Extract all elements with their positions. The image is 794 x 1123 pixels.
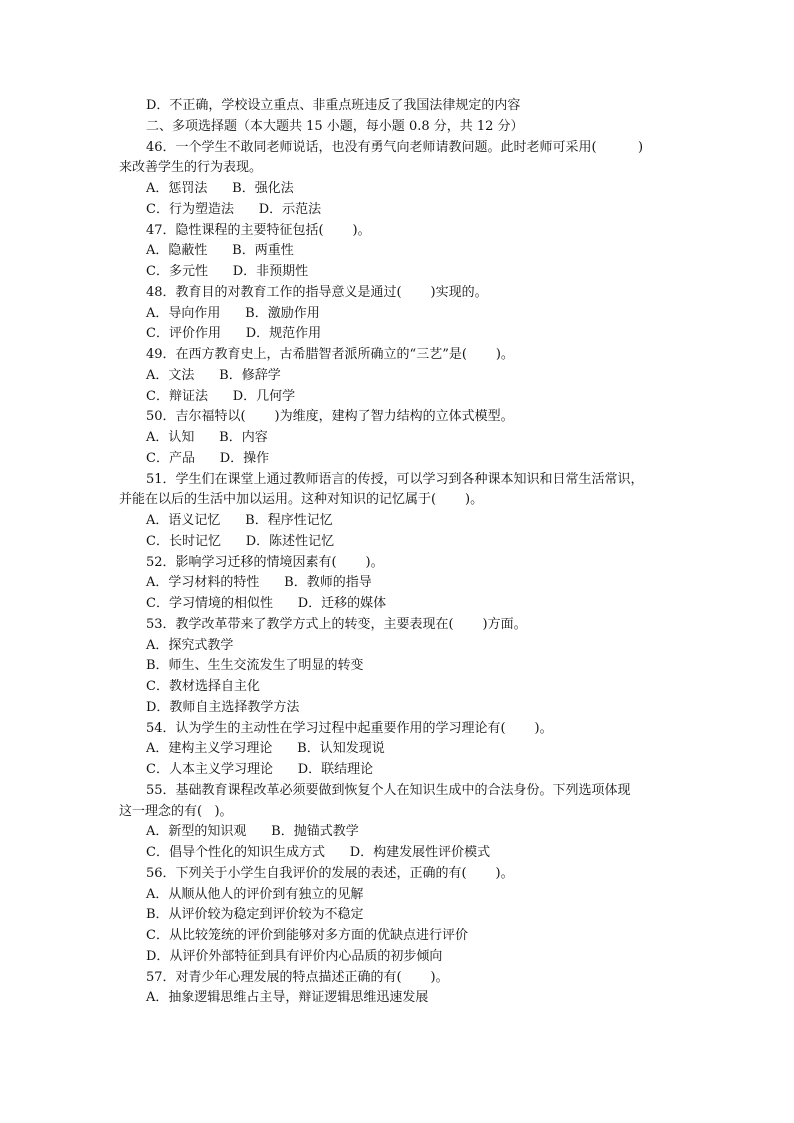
text-line: A．从顺从他人的评价到有独立的见解 bbox=[146, 886, 364, 902]
text-line: A．导向作用 B．激励作用 bbox=[146, 305, 320, 321]
text-line: C．产品 D．操作 bbox=[146, 450, 270, 466]
text-line: B．师生、生生交流发生了明显的转变 bbox=[146, 658, 364, 674]
text-line: 48．教育目的对教育工作的指导意义是通过( )实现的。 bbox=[146, 284, 488, 300]
text-line: C．教材选择自主化 bbox=[146, 679, 260, 694]
text-line: C．倡导个性化的知识生成方式 D．构建发展性评价模式 bbox=[146, 845, 491, 860]
text-line: A．认知 B．内容 bbox=[146, 430, 268, 445]
text-line: A．抽象逻辑思维占主导，辩证逻辑思维迅速发展 bbox=[146, 990, 429, 1006]
text-line: C．辩证法 D．几何学 bbox=[146, 388, 296, 404]
text-line: C．长时记忆 D．陈述性记忆 bbox=[146, 533, 335, 549]
text-line: 二、多项选择题（本大题共 15 小题，每小题 0.8 分，共 12 分） bbox=[146, 118, 524, 134]
text-line: 54．认为学生的主动性在学习过程中起重要作用的学习理论有( )。 bbox=[146, 720, 553, 736]
text-line: D．不正确，学校设立重点、非重点班违反了我国法律规定的内容 bbox=[146, 98, 521, 113]
text-line: 50．吉尔福特以( )为维度，建构了智力结构的立体式模型。 bbox=[146, 409, 514, 425]
text-line: 47．隐性课程的主要特征包括( )。 bbox=[146, 222, 371, 238]
text-line: D．从评价外部特征到具有评价内心品质的初步倾向 bbox=[146, 948, 443, 964]
text-line: 49．在西方教育史上，古希腊智者派所确立的“三艺”是( )。 bbox=[146, 347, 514, 362]
text-line: C．多元性 D．非预期性 bbox=[146, 264, 309, 279]
text-line: C．行为塑造法 D．示范法 bbox=[146, 201, 322, 217]
text-line: 57．对青少年心理发展的特点描述正确的有( )。 bbox=[146, 969, 449, 985]
text-line: A．建构主义学习理论 B．认知发现说 bbox=[146, 741, 385, 757]
text-line: A．文法 B．修辞学 bbox=[146, 367, 281, 383]
text-line: 53．教学改革带来了教学方式上的转变，主要表现在( )方面。 bbox=[146, 616, 527, 632]
text-line: A．探究式教学 bbox=[146, 637, 234, 653]
text-line: C．人本主义学习理论 D．联结理论 bbox=[146, 762, 374, 777]
text-line: 56．下列关于小学生自我评价的发展的表述，正确的有( )。 bbox=[146, 865, 514, 881]
text-line: C．从比较笼统的评价到能够对多方面的优缺点进行评价 bbox=[146, 928, 468, 943]
text-line: A．新型的知识观 B．抛锚式教学 bbox=[146, 824, 359, 840]
text-line: B．从评价较为稳定到评价较为不稳定 bbox=[146, 907, 364, 923]
text-line: C．学习情境的相似性 D．迁移的媒体 bbox=[146, 596, 387, 611]
text-line: 这一理念的有( )。 bbox=[119, 803, 233, 819]
text-line: A．学习材料的特性 B．教师的指导 bbox=[146, 575, 372, 591]
text-line: 55．基础教育课程改革必须要做到恢复个人在知识生成中的合法身份。下列选项体现 bbox=[146, 782, 631, 798]
text-line: 52．影响学习迁移的情境因素有( )。 bbox=[146, 554, 384, 570]
text-line: 46．一个学生不敢同老师说话，也没有勇气向老师请教问题。此时老师可采用( ) bbox=[146, 139, 644, 155]
text-line: D．教师自主选择教学方法 bbox=[146, 699, 300, 715]
text-line: 来改善学生的行为表现。 bbox=[119, 160, 263, 176]
exam-question-text bbox=[0, 96, 794, 1009]
text-line: A．惩罚法 B．强化法 bbox=[146, 181, 294, 196]
text-line: A．隐蔽性 B．两重性 bbox=[146, 243, 294, 259]
text-line: 51．学生们在课堂上通过教师语言的传授，可以学习到各种课本知识和日常生活常识， bbox=[146, 471, 644, 487]
text-line: 并能在以后的生活中加以运用。这种对知识的记忆属于( )。 bbox=[119, 492, 484, 508]
text-line: A．语义记忆 B．程序性记忆 bbox=[146, 513, 333, 528]
text-line: C．评价作用 D．规范作用 bbox=[146, 326, 322, 342]
